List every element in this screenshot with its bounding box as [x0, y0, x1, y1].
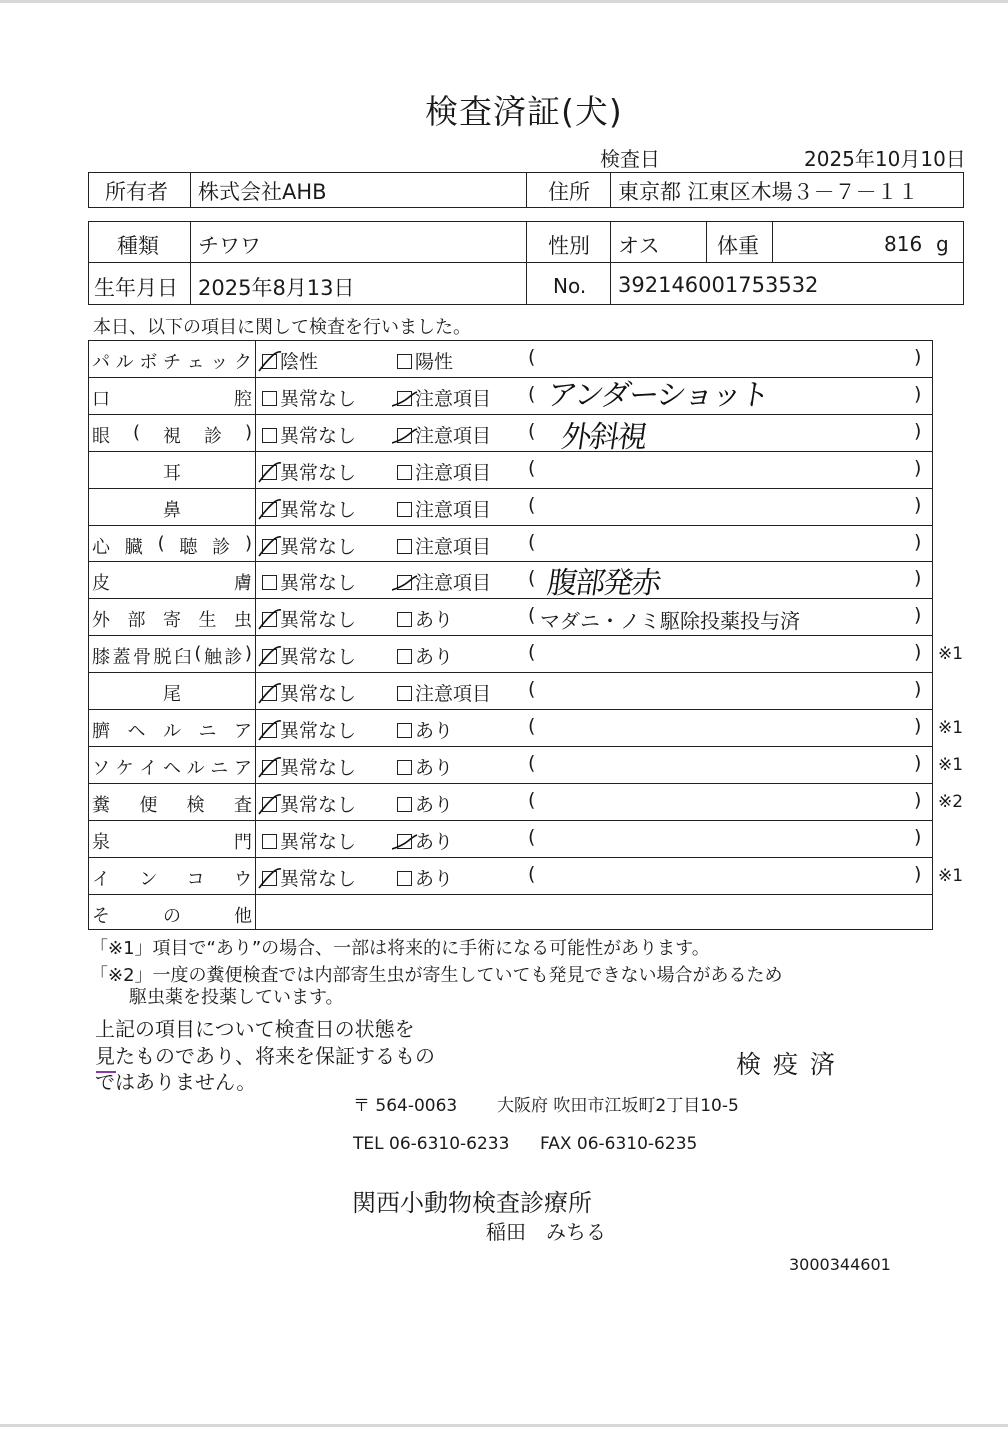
row-divider — [88, 894, 933, 895]
row-label-char: ) — [244, 421, 252, 443]
row-label-char: 蓋 — [112, 647, 131, 669]
footer-fax: FAX 06-6310-6235 — [540, 1134, 698, 1154]
row-divider — [88, 635, 933, 636]
option-flag[interactable] — [397, 753, 453, 780]
checkbox-flag[interactable] — [397, 428, 412, 443]
paren-open: ( — [528, 456, 536, 479]
row-label-char: ル — [186, 757, 205, 779]
row-label-char: 臓 — [124, 536, 143, 558]
row-label-char: 心 — [92, 536, 110, 558]
footnote-mark: ※1 — [938, 718, 964, 738]
row-label-char: ア — [234, 721, 252, 742]
option-normal[interactable] — [262, 679, 356, 706]
option-flag-label: あり — [415, 609, 454, 632]
sex-label: 性別 — [548, 234, 590, 258]
paren-open: ( — [528, 493, 536, 516]
checkbox-flag[interactable] — [397, 760, 412, 775]
option-normal-label: 異常なし — [280, 683, 357, 706]
paren-open: ( — [528, 419, 536, 442]
checkbox-normal[interactable] — [262, 575, 277, 590]
row-label-char: 耳 — [163, 462, 181, 484]
weight-unit: g — [936, 232, 949, 256]
row-label — [92, 496, 252, 522]
option-normal-label: 異常なし — [280, 867, 357, 890]
row-label — [92, 791, 252, 817]
row-label-char: 腔 — [234, 388, 252, 410]
row-label-char: 診 — [203, 425, 222, 447]
owner-value: 株式会社AHB — [198, 180, 327, 204]
option-flag[interactable] — [397, 458, 491, 485]
option-normal[interactable] — [262, 827, 356, 854]
option-normal[interactable] — [262, 495, 356, 522]
row-label-char: ア — [233, 757, 252, 779]
option-normal-label: 異常なし — [280, 646, 357, 669]
row-label — [92, 569, 252, 595]
inspection-date-value: 2025年10月10日 — [804, 147, 966, 171]
paren-close: ) — [914, 382, 922, 405]
checkbox-normal[interactable] — [262, 428, 277, 443]
handwritten-note: アンダーショット — [545, 378, 771, 413]
paren-close: ) — [914, 751, 922, 774]
row-label-char: 尾 — [163, 684, 181, 706]
paren-open: ( — [528, 567, 536, 590]
checkbox-normal[interactable] — [262, 686, 277, 701]
owner-label: 所有者 — [105, 180, 168, 204]
address-value: 東京都 江東区木場３－７－１１ — [618, 180, 919, 204]
row-label — [92, 459, 252, 485]
row-label-char: ボ — [139, 352, 158, 373]
option-normal-label: 異常なし — [280, 498, 357, 521]
checkbox-normal[interactable] — [262, 723, 277, 738]
row-label-char: ニ — [210, 757, 229, 779]
row-label-char: ル — [115, 352, 134, 373]
row-label-char: ン — [139, 868, 158, 890]
option-normal[interactable] — [262, 642, 356, 669]
row-label-char: 査 — [233, 794, 252, 816]
option-flag[interactable] — [397, 790, 453, 817]
address-label: 住所 — [548, 180, 590, 204]
option-normal-label: 異常なし — [280, 424, 357, 447]
option-normal-label: 異常なし — [280, 387, 357, 410]
option-normal-label: 異常なし — [280, 609, 357, 632]
option-flag-label: あり — [415, 793, 454, 816]
option-flag[interactable] — [397, 532, 491, 559]
option-flag[interactable] — [397, 864, 453, 891]
option-flag-label: 注意項目 — [415, 424, 492, 447]
row-label-char: ヘ — [127, 721, 146, 742]
row-label-char: ( — [132, 421, 141, 443]
row-label — [92, 422, 252, 448]
row-label-char: ソ — [92, 757, 110, 779]
row-divider — [88, 525, 933, 526]
row-divider — [88, 451, 933, 452]
option-flag[interactable] — [397, 384, 491, 411]
checkbox-flag[interactable] — [397, 575, 412, 590]
checkbox-normal[interactable] — [262, 465, 277, 480]
footer-address: 大阪府 吹田市江坂町2丁目10-5 — [497, 1096, 739, 1116]
row-label — [92, 385, 252, 411]
option-normal-label: 異常なし — [280, 756, 357, 779]
option-flag[interactable] — [397, 495, 491, 522]
paren-open: ( — [528, 825, 536, 848]
row-label-char: 鼻 — [163, 499, 181, 521]
row-divider — [88, 820, 933, 821]
row-label — [92, 533, 252, 559]
paren-close: ) — [914, 862, 922, 885]
row-label-char: ) — [244, 532, 252, 554]
paren-open: ( — [528, 715, 536, 737]
row-label-char: イ — [92, 868, 110, 890]
row-label-char: ) — [244, 643, 252, 665]
checkbox-normal[interactable] — [262, 539, 277, 554]
footnote-mark: ※1 — [938, 644, 964, 665]
paren-close: ) — [914, 567, 922, 590]
scan-edge-bottom — [0, 1424, 1008, 1427]
paren-open: ( — [528, 751, 536, 774]
row-label-char: 他 — [234, 905, 252, 927]
paren-open: ( — [528, 641, 536, 664]
row-label — [92, 606, 252, 632]
checkbox-flag[interactable] — [397, 502, 412, 517]
handwritten-note: 腹部発赤 — [545, 566, 662, 601]
option-flag[interactable] — [397, 679, 491, 706]
option-normal[interactable] — [262, 458, 356, 485]
option-normal-label: 異常なし — [280, 461, 357, 484]
row-divider — [88, 598, 933, 599]
row-label-char: ヘ — [162, 757, 181, 779]
disclaimer-line-1: 上記の項目について検査日の状態を — [95, 1017, 415, 1041]
checkbox-flag[interactable] — [397, 797, 412, 812]
footer-tel: TEL 06-6310-6233 — [353, 1134, 510, 1154]
intro-text: 本日、以下の項目に関して検査を行いました。 — [93, 317, 471, 338]
clinic-name: 関西小動物検査診療所 — [352, 1189, 592, 1217]
row-label-char: 皮 — [92, 573, 110, 595]
paren-close: ) — [914, 419, 922, 442]
row-divider — [88, 377, 933, 378]
row-label-char: ( — [194, 643, 202, 665]
disclaimer-line-3: ではありません。 — [95, 1070, 257, 1094]
paren-open: ( — [528, 382, 536, 405]
row-label-char: 門 — [234, 831, 252, 853]
option-flag-label: 陽性 — [415, 351, 454, 373]
paren-close: ) — [914, 456, 922, 479]
option-normal[interactable] — [262, 605, 356, 632]
purple-underline — [96, 1071, 116, 1073]
note-1: 「※1」項目で“あり”の場合、一部は将来的に手術になる可能性があります。 — [90, 938, 710, 959]
birth-value: 2025年8月13日 — [198, 276, 355, 300]
row-divider — [88, 672, 933, 673]
row-label-char: 泉 — [92, 831, 110, 853]
row-divider — [88, 488, 933, 489]
row-divider — [88, 746, 933, 747]
paren-close: ) — [914, 346, 922, 368]
option-flag-label: 注意項目 — [415, 498, 492, 521]
row-label-char: ク — [233, 352, 252, 373]
row-label-char: の — [163, 905, 181, 927]
row-divider — [88, 709, 933, 710]
checkbox-flag[interactable] — [397, 354, 412, 369]
row-label-char: 膚 — [234, 573, 252, 595]
option-normal-label: 異常なし — [280, 535, 357, 558]
row-label — [92, 754, 252, 780]
row-label-char: ル — [163, 721, 181, 742]
option-flag[interactable] — [397, 605, 453, 632]
option-flag[interactable] — [397, 421, 491, 448]
checkbox-normal[interactable] — [262, 612, 277, 627]
paren-close: ) — [914, 641, 922, 664]
paren-close: ) — [914, 604, 922, 627]
row-label-char: ニ — [198, 721, 217, 742]
option-normal-label: 異常なし — [280, 572, 357, 595]
paren-close: ) — [914, 715, 922, 737]
checkbox-normal[interactable] — [262, 834, 277, 849]
document-code: 3000344601 — [789, 1255, 891, 1274]
row-label-char: 検 — [186, 794, 205, 816]
checkbox-flag[interactable] — [397, 686, 412, 701]
option-normal-label: 異常なし — [280, 830, 357, 853]
option-normal[interactable] — [262, 864, 356, 891]
paren-close: ) — [914, 788, 922, 811]
option-normal[interactable] — [262, 384, 356, 411]
checkbox-flag[interactable] — [397, 723, 412, 738]
weight-label: 体重 — [717, 234, 759, 258]
row-label-char: 寄 — [163, 610, 181, 632]
row-label-char: 臼 — [173, 647, 192, 669]
checkbox-normal[interactable] — [262, 502, 277, 517]
paren-close: ) — [914, 530, 922, 553]
row-label-char: 便 — [139, 794, 158, 816]
paren-open: ( — [528, 788, 536, 811]
scan-edge-top — [0, 0, 1008, 3]
paren-open: ( — [528, 346, 536, 368]
option-flag-label: 注意項目 — [415, 461, 492, 484]
checkbox-flag[interactable] — [397, 465, 412, 480]
paren-open: ( — [528, 678, 536, 701]
handwritten-note: 外斜視 — [559, 420, 648, 455]
option-flag-label: あり — [415, 720, 454, 742]
row-divider — [88, 857, 933, 858]
row-label — [92, 348, 252, 374]
option-normal-label: 異常なし — [280, 720, 357, 742]
checkbox-normal[interactable] — [262, 797, 277, 812]
option-flag[interactable] — [397, 827, 453, 854]
row-label-char: チ — [162, 352, 181, 373]
option-normal[interactable] — [262, 347, 318, 374]
row-label-char: パ — [92, 352, 110, 373]
row-label — [92, 828, 252, 854]
row-label-char: 触 — [203, 647, 222, 669]
paren-close: ) — [914, 493, 922, 516]
checkbox-flag[interactable] — [397, 539, 412, 554]
option-normal-label: 陰性 — [280, 351, 319, 373]
option-flag-label: 注意項目 — [415, 535, 492, 558]
option-normal[interactable] — [262, 568, 356, 595]
row-divider — [88, 561, 933, 562]
option-flag-label: あり — [415, 867, 454, 890]
option-flag-label: 注意項目 — [415, 572, 492, 595]
doctor-name: 稲田 みちる — [486, 1220, 606, 1244]
option-flag-label: あり — [415, 830, 454, 853]
row-label — [92, 680, 252, 706]
row-label-char: コ — [186, 868, 205, 890]
row-label-char: そ — [92, 905, 110, 927]
checkbox-normal[interactable] — [262, 391, 277, 406]
row-label-char: 虫 — [234, 610, 252, 632]
row-label-char: 口 — [92, 388, 110, 410]
checkbox-normal[interactable] — [262, 760, 277, 775]
row-label-char: 糞 — [92, 794, 110, 816]
row-label-char: 診 — [224, 647, 243, 669]
footnote-mark: ※1 — [938, 754, 964, 775]
row-label-char: 外 — [92, 610, 110, 632]
weight-value: 816 — [884, 232, 923, 256]
paren-close: ) — [914, 825, 922, 848]
row-label-char: 診 — [212, 536, 231, 558]
option-normal-label: 異常なし — [280, 793, 357, 816]
row-label-char: ( — [157, 532, 165, 554]
row-label — [92, 865, 252, 891]
option-normal[interactable] — [262, 716, 356, 743]
note-2a: 「※2」一度の糞便検査では内部寄生虫が寄生していても発見できない場合があるため — [90, 965, 783, 986]
row-label-char: ェ — [186, 352, 205, 373]
breed-label: 種類 — [117, 234, 159, 258]
note-2b: 駆虫薬を投薬しています。 — [129, 987, 344, 1008]
row-label-char: 部 — [127, 610, 146, 632]
row-label-other — [92, 902, 252, 928]
checkbox-normal[interactable] — [262, 354, 277, 369]
option-flag-label: 注意項目 — [415, 683, 492, 706]
option-flag[interactable] — [397, 347, 453, 374]
no-value: 392146001753532 — [618, 273, 819, 297]
option-normal[interactable] — [262, 790, 356, 817]
checkbox-flag[interactable] — [397, 612, 412, 627]
inspection-date-label: 検査日 — [600, 147, 660, 171]
row-label-char: ケ — [115, 757, 134, 779]
row-divider — [88, 414, 933, 415]
row-divider — [88, 783, 933, 784]
option-flag-label: 注意項目 — [415, 387, 492, 410]
option-flag[interactable] — [397, 716, 453, 743]
option-flag[interactable] — [397, 642, 453, 669]
row-label-char: ッ — [210, 352, 229, 373]
option-normal[interactable] — [262, 532, 356, 559]
option-normal[interactable] — [262, 753, 356, 780]
row-label-char: 生 — [198, 610, 217, 632]
paren-open: ( — [528, 862, 536, 885]
checkbox-flag[interactable] — [397, 834, 412, 849]
footnote-mark: ※2 — [938, 791, 964, 812]
row-label-char: 視 — [163, 425, 181, 447]
row-label-char: イ — [139, 757, 158, 779]
checkbox-flag[interactable] — [397, 649, 412, 664]
disclaimer-line-2: 見たものであり、将来を保証するもの — [95, 1044, 435, 1068]
row-label-char: 脱 — [153, 647, 172, 669]
quarantine-stamp: 検 疫 済 — [736, 1050, 837, 1079]
checkbox-flag[interactable] — [397, 391, 412, 406]
option-flag-label: あり — [415, 756, 454, 779]
paren-open: ( — [528, 604, 536, 627]
checkbox-flag[interactable] — [397, 871, 412, 886]
paren-open: ( — [528, 530, 536, 553]
birth-label: 生年月日 — [94, 276, 178, 300]
sex-value: オス — [618, 234, 660, 258]
row-label-char: 聴 — [179, 536, 198, 558]
row-label-char: 骨 — [132, 647, 151, 669]
option-normal[interactable] — [262, 421, 356, 448]
paren-close: ) — [914, 678, 922, 701]
row-label-char: 臍 — [92, 721, 110, 742]
footnote-mark: ※1 — [938, 865, 964, 886]
printed-note: マダニ・ノミ駆除投薬投与済 — [540, 609, 800, 634]
checkbox-normal[interactable] — [262, 871, 277, 886]
row-label-char: 眼 — [92, 425, 110, 447]
footer-postal: 〒 564-0063 — [353, 1096, 458, 1116]
row-label — [92, 717, 252, 743]
checkbox-normal[interactable] — [262, 649, 277, 664]
row-label-char: ウ — [233, 868, 252, 890]
page-title: 検査済証(犬) — [425, 92, 623, 131]
option-flag-label: あり — [415, 646, 454, 669]
breed-value: チワワ — [198, 234, 261, 258]
option-flag[interactable] — [397, 568, 491, 595]
row-label — [92, 643, 252, 669]
row-label-char: 膝 — [92, 647, 110, 669]
no-label: No. — [553, 274, 587, 298]
